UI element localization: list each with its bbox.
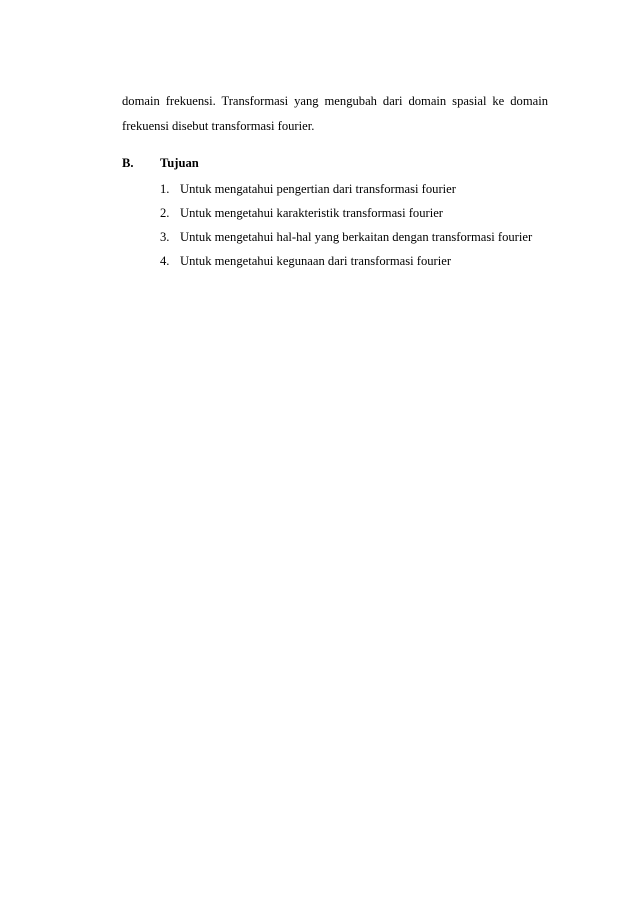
list-item [160, 201, 548, 225]
objectives-list [122, 177, 548, 273]
list-item [160, 249, 548, 273]
list-item [160, 177, 548, 201]
list-item-number: 2. [160, 206, 170, 220]
list-item-number: 3. [160, 230, 170, 244]
list-item-number: 4. [160, 254, 170, 268]
list-item-text: Untuk mengetahui karakteristik transformasi fourier [180, 206, 443, 220]
list-item-text: Untuk mengetahui hal-hal yang berkaitan dengan transformasi fourier [180, 230, 533, 244]
section-tujuan [122, 154, 548, 273]
list-item-text: Untuk mengatahui pengertian dari transformasi fourier [180, 182, 456, 196]
list-item-number: 1. [160, 182, 170, 196]
section-number: B. [122, 156, 134, 170]
list-item [160, 225, 548, 249]
section-title: Tujuan [160, 156, 199, 170]
body-paragraph: domain frekuensi. Transformasi yang mengubah dari domain spasial ke domain frekuensi disebut transformasi fourier. [122, 94, 548, 133]
section-heading [122, 154, 548, 172]
list-item-text: Untuk mengetahui kegunaan dari transformasi fourier [180, 254, 452, 268]
